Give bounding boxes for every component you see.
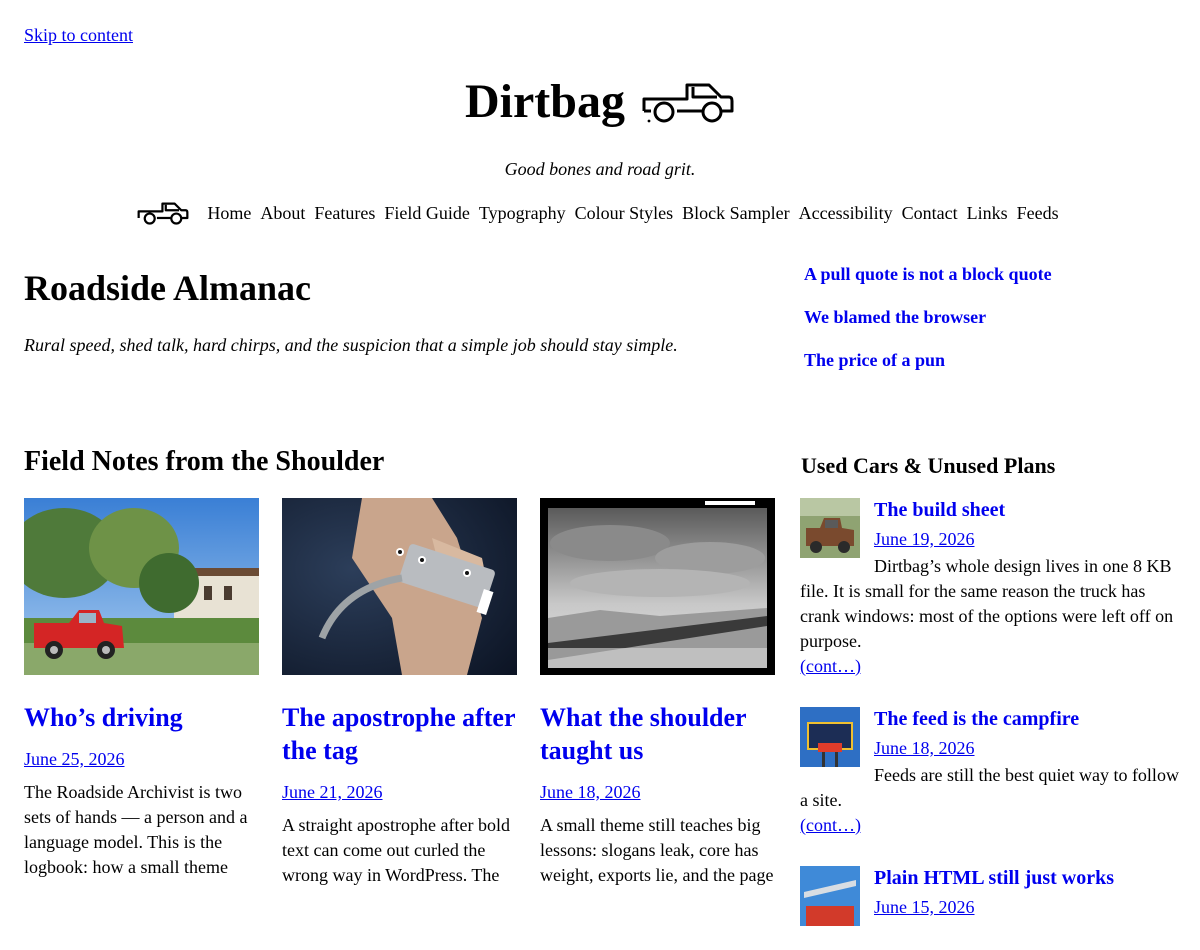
post-excerpt: A small theme still teaches big lessons: slogans leak, core has weight, exports lie, and the page (540, 815, 774, 885)
post-date[interactable]: June 18, 2026 (874, 738, 975, 758)
nav-item-colour-styles[interactable]: Colour Styles (574, 202, 674, 223)
nav-item-block-sampler[interactable]: Block Sampler (682, 202, 790, 223)
post-date[interactable]: June 15, 2026 (874, 897, 975, 917)
continue-reading-link[interactable]: (cont…) (800, 656, 861, 676)
continue-reading-link[interactable]: (cont…) (800, 815, 861, 835)
post-thumbnail[interactable] (24, 498, 259, 675)
nav-item-feeds[interactable]: Feeds (1016, 202, 1059, 223)
post-excerpt: Dirtbag’s whole design lives in one 8 KB file. It is small for the same reason the truck has crank windows: most of the options were left off on purpose. (800, 556, 1174, 651)
post-thumbnail[interactable] (800, 866, 860, 926)
post-excerpt: The Roadside Archivist is two sets of hands — a person and a language model. This is the logbook: how a small theme (24, 782, 248, 877)
sidebar-post-title-link[interactable]: The build sheet (874, 499, 1006, 521)
post-date[interactable]: June 18, 2026 (540, 782, 641, 802)
nav-item-features[interactable]: Features (314, 202, 376, 223)
pickup-truck-icon (641, 79, 735, 125)
field-notes-heading: Field Notes from the Shoulder (24, 446, 385, 477)
post-card (24, 498, 259, 880)
list-item (800, 498, 1180, 679)
post-excerpt: A straight apostrophe after bold text can come out curled the wrong way in WordPress. The (282, 815, 510, 885)
site-title[interactable]: Dirtbag (465, 75, 625, 128)
post-card (282, 498, 517, 888)
sidebar-post-list (800, 498, 1180, 950)
site-tagline: Good bones and road grit. (504, 159, 696, 179)
nav-item-contact[interactable]: Contact (901, 202, 958, 223)
sidebar-heading: Used Cars & Unused Plans (801, 453, 1056, 478)
featured-link[interactable]: The price of a pun (804, 350, 946, 370)
post-title-link[interactable]: What the shoulder taught us (540, 703, 747, 765)
nav-item-field-guide[interactable]: Field Guide (384, 202, 470, 223)
sidebar-post-title-link[interactable]: Plain HTML still just works (874, 867, 1115, 889)
page-subtitle: Rural speed, shed talk, hard chirps, and the suspicion that a simple job should stay simple. (24, 335, 678, 355)
skip-to-content-link[interactable]: Skip to content (24, 25, 133, 45)
nav-item-about[interactable]: About (260, 202, 306, 223)
list-item (800, 707, 1180, 838)
post-card (540, 498, 775, 888)
nav-item-typography[interactable]: Typography (478, 202, 566, 223)
post-thumbnail[interactable] (800, 498, 860, 558)
featured-link[interactable]: We blamed the browser (804, 307, 987, 327)
post-date[interactable]: June 21, 2026 (282, 782, 383, 802)
post-thumbnail[interactable] (800, 707, 860, 767)
post-title-link[interactable]: Who’s driving (24, 703, 183, 732)
post-date[interactable]: June 25, 2026 (24, 749, 125, 769)
post-thumbnail[interactable] (282, 498, 517, 675)
site-header (0, 72, 1200, 132)
featured-links (804, 263, 1052, 392)
page-title: Roadside Almanac (24, 268, 312, 308)
post-title-link[interactable]: The apostrophe after the tag (282, 703, 516, 765)
post-date[interactable]: June 19, 2026 (874, 529, 975, 549)
nav-item-links[interactable]: Links (966, 202, 1008, 223)
list-item (800, 866, 1180, 922)
pickup-truck-icon (137, 200, 189, 226)
nav-item-home[interactable]: Home (207, 202, 252, 223)
post-thumbnail[interactable] (540, 498, 775, 675)
featured-link[interactable]: A pull quote is not a block quote (804, 264, 1052, 284)
post-excerpt: Feeds are still the best quiet way to follow a site. (800, 765, 1179, 810)
sidebar-post-title-link[interactable]: The feed is the campfire (874, 708, 1080, 730)
nav-item-accessibility[interactable]: Accessibility (798, 202, 893, 223)
main-navigation (0, 200, 1200, 226)
